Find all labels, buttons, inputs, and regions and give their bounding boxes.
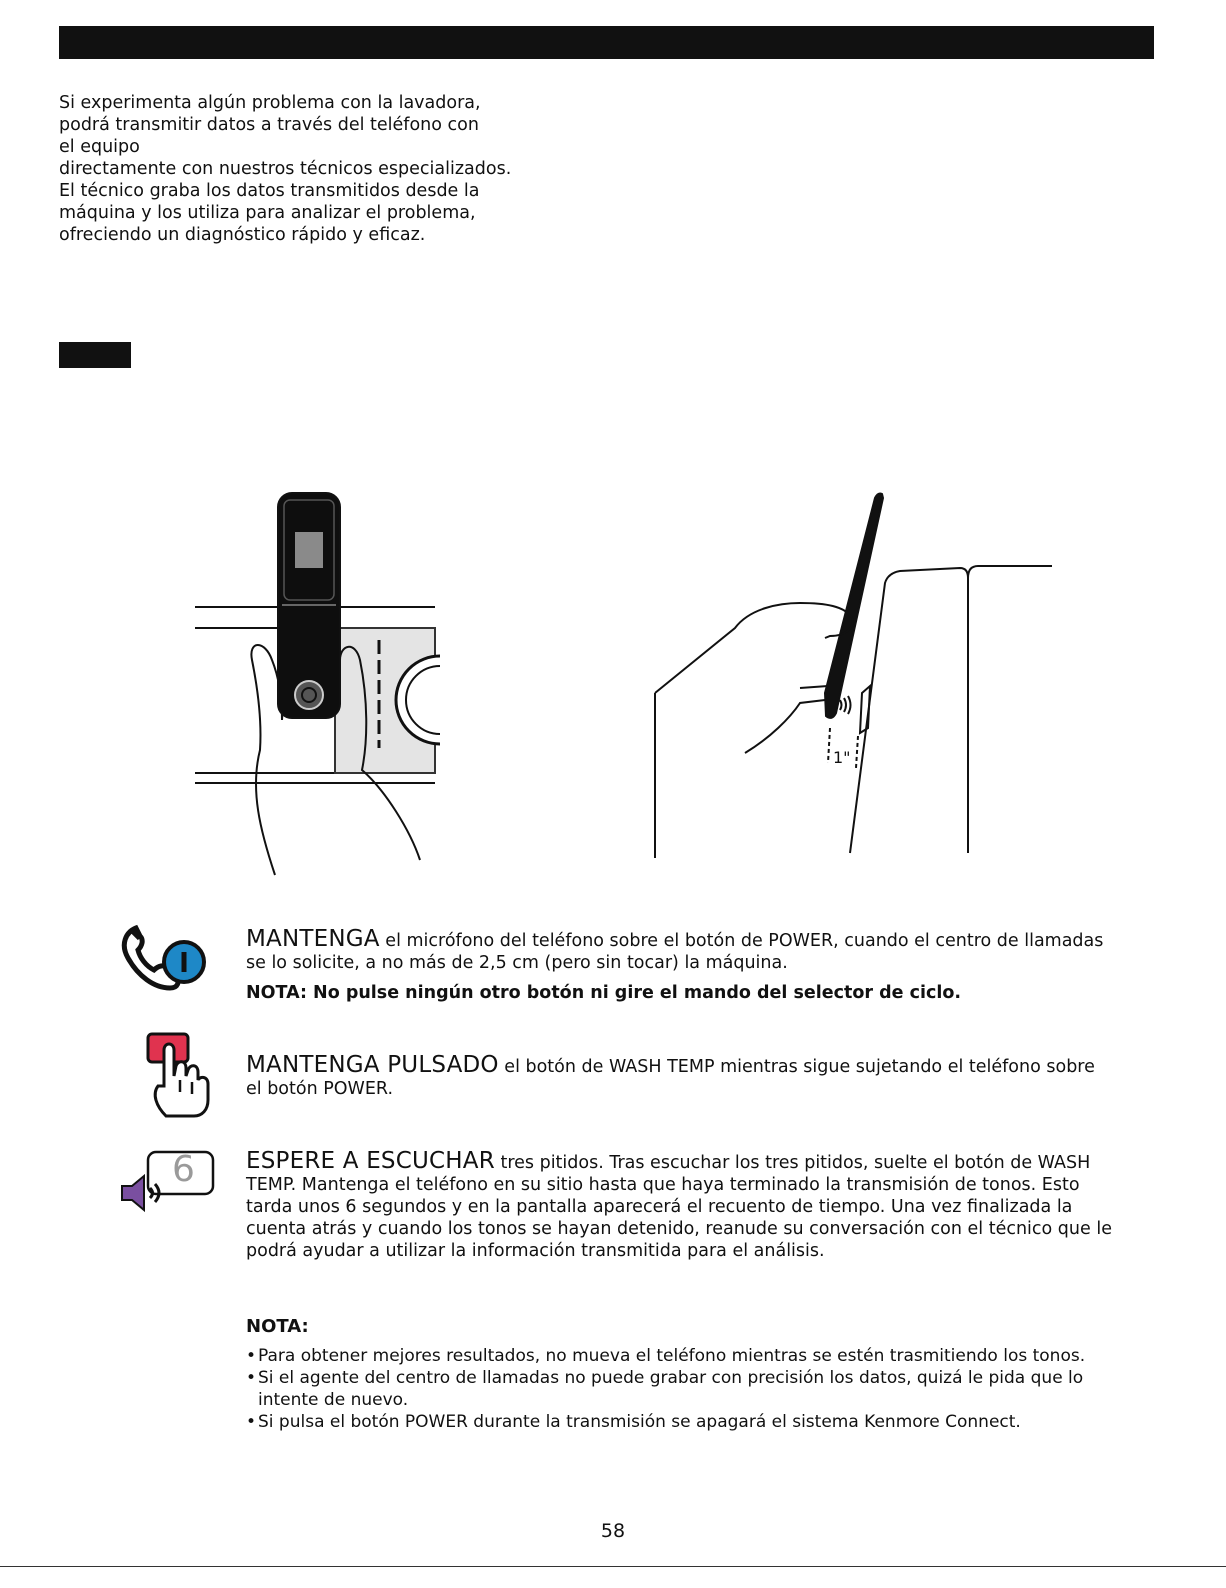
intro-line: Si experimenta algún problema con la lavadora, bbox=[59, 93, 481, 113]
step-2-text: el botón de WASH TEMP mientras sigue sujetando el teléfono sobre el botón POWER. bbox=[246, 1057, 1095, 1099]
step-2-lead: MANTENGA PULSADO bbox=[246, 1052, 499, 1078]
step-1 bbox=[246, 928, 1116, 1004]
step-1-note: NOTA: No pulse ningún otro botón ni gire el mando del selector de ciclo. bbox=[246, 983, 962, 1003]
intro-line: máquina y los utiliza para analizar el problema, bbox=[59, 203, 476, 223]
note-item: • Si el agente del centro de llamadas no puede grabar con precisión los datos, quizá le pida que lo intente de nuevo. bbox=[246, 1367, 1116, 1411]
step-2 bbox=[246, 1054, 1116, 1100]
intro-line: el equipo bbox=[59, 137, 140, 157]
intro-line: ofreciendo un diagnóstico rápido y eficaz. bbox=[59, 225, 426, 245]
note-list bbox=[246, 1345, 1116, 1433]
step-3-instruction bbox=[246, 1150, 1116, 1262]
phone-power-icon bbox=[118, 922, 210, 994]
intro-line: podrá transmitir datos a través del teléfono con bbox=[59, 115, 479, 135]
step-1-instruction bbox=[246, 928, 1116, 974]
speaker-countdown-icon bbox=[118, 1150, 218, 1218]
step-3-lead: ESPERE A ESCUCHAR bbox=[246, 1148, 495, 1174]
intro-paragraph bbox=[59, 92, 559, 246]
step-3-text: tres pitidos. Tras escuchar los tres pitidos, suelte el botón de WASH TEMP. Mantenga el teléfono en su sitio hasta que haya terminado la transmisión de tonos. Esto tarda unos 6 segundos y en la pantalla aparecerá el recuento de tiempo. Una vez finalizada la cuenta atrás y cuando los tonos se hayan detenido, reanude su conversación con el técnico que le podrá ayudar a utilizar la información transmitida para el análisis. bbox=[246, 1153, 1112, 1261]
note-item: • Para obtener mejores resultados, no mueva el teléfono mientras se estén trasmitiendo los tonos. bbox=[246, 1345, 1116, 1367]
header-bar bbox=[59, 26, 1154, 59]
note-title: NOTA: bbox=[246, 1316, 309, 1337]
section-label-bar bbox=[59, 342, 131, 368]
step-1-lead: MANTENGA bbox=[246, 926, 380, 952]
step-2-instruction bbox=[246, 1054, 1116, 1100]
page-number: 58 bbox=[600, 1520, 626, 1542]
note-item: • Si pulsa el botón POWER durante la transmisión se apagará el sistema Kenmore Connect. bbox=[246, 1411, 1116, 1433]
phone-held-near-machine-illustration bbox=[650, 488, 1060, 860]
countdown-number: 6 bbox=[172, 1149, 195, 1190]
step-1-text: el micrófono del teléfono sobre el botón de POWER, cuando el centro de llamadas se lo solicite, a no más de 2,5 cm (pero sin tocar) la máquina. bbox=[246, 931, 1104, 973]
distance-label: 1" bbox=[833, 748, 851, 767]
bottom-rule bbox=[0, 1566, 1226, 1567]
intro-line: directamente con nuestros técnicos especializados. bbox=[59, 159, 512, 179]
press-button-hand-icon bbox=[140, 1030, 215, 1120]
intro-line: El técnico graba los datos transmitidos desde la bbox=[59, 181, 480, 201]
phone-over-power-button-illustration bbox=[190, 490, 440, 880]
step-3 bbox=[246, 1150, 1116, 1262]
